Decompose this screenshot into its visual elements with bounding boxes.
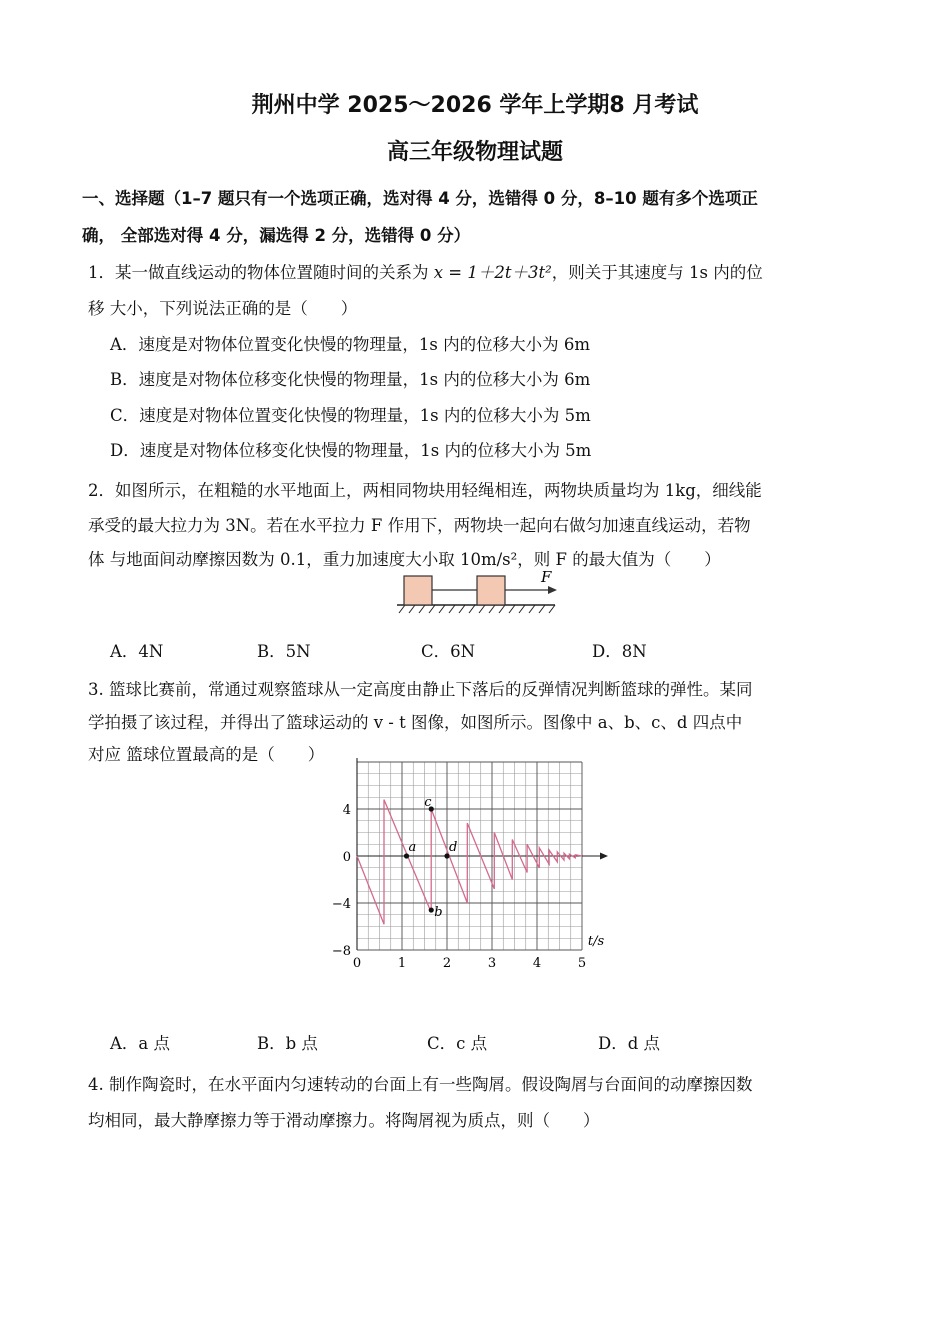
q3-stem-line1: 3. 篮球比赛前，常通过观察篮球从一定高度由静止下落后的反弹情况判断篮球的弹性。某同 — [88, 680, 753, 699]
q1-stem-post: ，则关于其速度与 1s 内的位 — [551, 263, 763, 282]
y-tick-label: −4 — [331, 897, 351, 912]
point-label-d: d — [449, 840, 458, 855]
x-tick-label: 5 — [577, 956, 587, 971]
vt-graph — [320, 755, 620, 975]
block-right — [477, 576, 505, 605]
exam-title: 荆州中学 2025～2026 学年上学期8 月考试 — [251, 93, 699, 118]
q3-option-a[interactable]: A．a 点 — [110, 1034, 170, 1053]
q3-stem-line3: 对应 篮球位置最高的是（ ） — [88, 745, 325, 764]
point-label-a: a — [408, 840, 417, 855]
q2-option-b[interactable]: B．5N — [257, 642, 311, 661]
q1-option-a[interactable]: A．速度是对物体位置变化快慢的物理量，1s 内的位移大小为 6m — [110, 335, 591, 354]
y-tick-label: −8 — [331, 944, 351, 959]
q1-option-c[interactable]: C．速度是对物体位置变化快慢的物理量，1s 内的位移大小为 5m — [110, 406, 591, 425]
q1-stem-pre: 1．某一做直线运动的物体位置随时间的关系为 — [88, 263, 434, 282]
x-tick-label: 3 — [487, 956, 497, 971]
x-tick-label: 4 — [532, 956, 542, 971]
section-heading-line2: 确， 全部选对得 4 分，漏选得 2 分，选错得 0 分） — [82, 226, 471, 245]
q2-option-a[interactable]: A．4N — [110, 642, 164, 661]
section-heading-line1: 一、选择题（1–7 题只有一个选项正确，选对得 4 分，选错得 0 分，8–10 题有多个选项正 — [82, 189, 758, 208]
force-arrow-head — [548, 586, 557, 594]
q2-option-d[interactable]: D．8N — [592, 642, 647, 661]
y-tick-label: 0 — [342, 850, 351, 865]
q3-option-b[interactable]: B．b 点 — [257, 1034, 318, 1053]
x-tick-label: 1 — [397, 956, 407, 971]
x-axis-arrow — [600, 853, 608, 860]
q2-stem-line3: 体 与地面间动摩擦因数为 0.1，重力加速度大小取 10m/s²，则 F 的最大值为（ ） — [88, 550, 721, 569]
q1-stem-line2: 移 大小，下列说法正确的是（ ） — [88, 299, 358, 318]
q3-stem-line2: 学拍摄了该过程，并得出了篮球运动的 v - t 图像，如图所示。图像中 a、b、c、d 四点中 — [88, 713, 743, 732]
block-left — [404, 576, 432, 605]
q2-stem-line2: 承受的最大拉力为 3N。若在水平拉力 F 作用下，两物块一起向右做匀加速直线运动，若物 — [88, 516, 751, 535]
q1-option-d[interactable]: D．速度是对物体位移变化快慢的物理量，1s 内的位移大小为 5m — [110, 441, 592, 460]
q2-stem-line1: 2．如图所示，在粗糙的水平地面上，两相同物块用轻绳相连，两物块质量均为 1kg，细线能 — [88, 481, 762, 500]
x-axis-label: t/s — [587, 934, 605, 949]
x-tick-label: 0 — [352, 956, 362, 971]
q1-option-b[interactable]: B．速度是对物体位移变化快慢的物理量，1s 内的位移大小为 6m — [110, 370, 591, 389]
exam-subtitle: 高三年级物理试题 — [386, 140, 563, 165]
point-label-b: b — [434, 905, 443, 921]
y-tick-label: 4 — [342, 803, 351, 818]
q2-blocks-figure — [395, 568, 565, 620]
point-label-c: c — [424, 795, 432, 810]
q1-stem-line1 — [88, 259, 763, 283]
x-tick-label: 2 — [442, 956, 452, 971]
q1-formula: x = 1＋2t＋3t² — [433, 263, 552, 282]
q4-stem-line2: 均相同，最大静摩擦力等于滑动摩擦力。将陶屑视为质点，则（ ） — [88, 1111, 600, 1130]
ground-hatching — [397, 605, 555, 613]
force-label: F — [541, 568, 552, 586]
q3-option-d[interactable]: D．d 点 — [598, 1034, 661, 1053]
q3-option-c[interactable]: C．c 点 — [427, 1034, 488, 1053]
q4-stem-line1: 4. 制作陶瓷时，在水平面内匀速转动的台面上有一些陶屑。假设陶屑与台面间的动摩擦因数 — [88, 1075, 753, 1094]
q2-option-c[interactable]: C．6N — [421, 642, 476, 661]
point-b — [429, 907, 434, 912]
